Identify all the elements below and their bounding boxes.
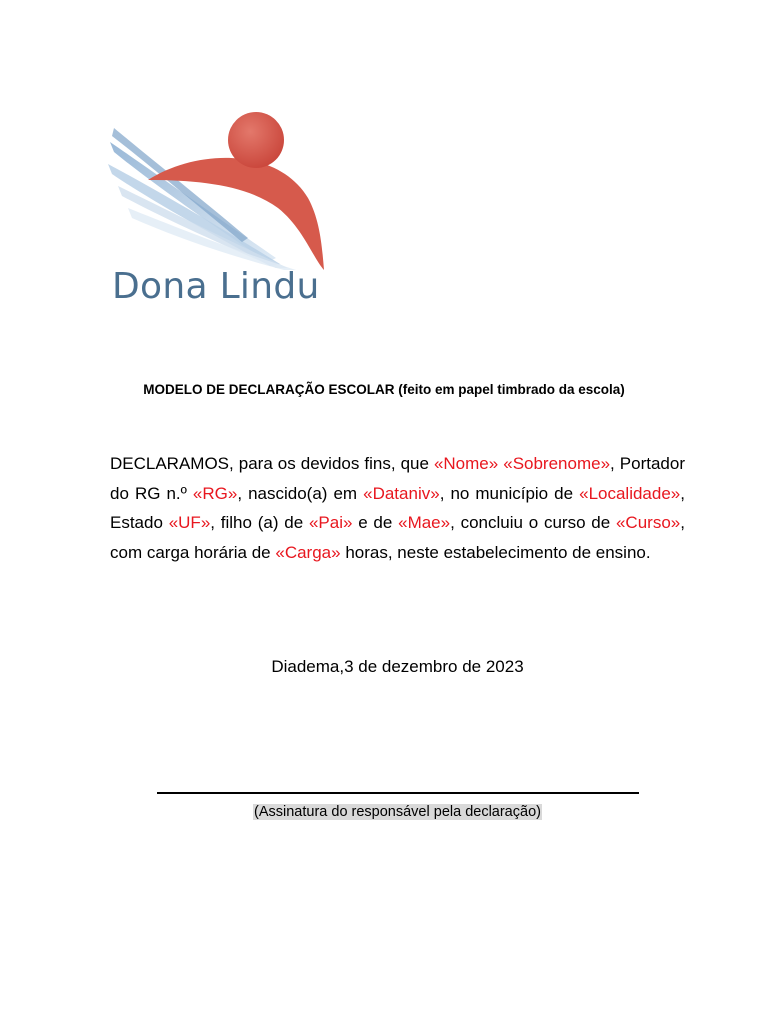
merge-field: «UF» xyxy=(168,513,211,532)
logo-graphic xyxy=(108,108,348,278)
merge-field: «RG» xyxy=(192,483,238,503)
body-text-segment: , filho (a) de xyxy=(210,513,309,532)
body-text-segment: , nascido(a) em xyxy=(237,483,364,503)
body-text-segment: , no município de xyxy=(439,483,580,503)
merge-field: «Pai» xyxy=(308,513,353,532)
body-text-segment: , Portador do RG n.º xyxy=(110,454,685,503)
body-text-segment: , Estado xyxy=(110,483,685,532)
date-line: Diadema,3 de dezembro de 2023 xyxy=(271,657,524,676)
document-title: MODELO DE DECLARAÇÃO ESCOLAR (feito em papel timbrado da escola) xyxy=(143,382,625,397)
body-text-segment: e de xyxy=(352,513,399,532)
merge-field: «Dataniv» xyxy=(363,483,440,503)
merge-field: «Curso» xyxy=(615,513,681,532)
body-text-segment: , concluiu o curso de xyxy=(450,513,616,532)
body-text-segment: horas, neste estabelecimento de ensino. xyxy=(340,542,651,562)
signature-caption-text: (Assinatura do responsável pela declaração) xyxy=(254,804,541,820)
body-text-segment: DECLARAMOS, para os devidos fins, que xyxy=(110,454,434,473)
declaration-body xyxy=(110,449,685,567)
school-logo xyxy=(108,108,348,308)
body-text-segment: , com carga horária de xyxy=(110,513,685,562)
logo-text: Dona Lindu xyxy=(112,266,320,307)
merge-field: «Carga» xyxy=(275,542,341,562)
merge-field: «Localidade» xyxy=(579,483,681,503)
merge-field: «Sobrenome» xyxy=(503,454,611,473)
signature-line xyxy=(157,792,639,794)
signature-caption xyxy=(0,804,768,820)
merge-field: «Nome» xyxy=(433,454,499,473)
merge-field: «Mae» xyxy=(398,513,451,532)
